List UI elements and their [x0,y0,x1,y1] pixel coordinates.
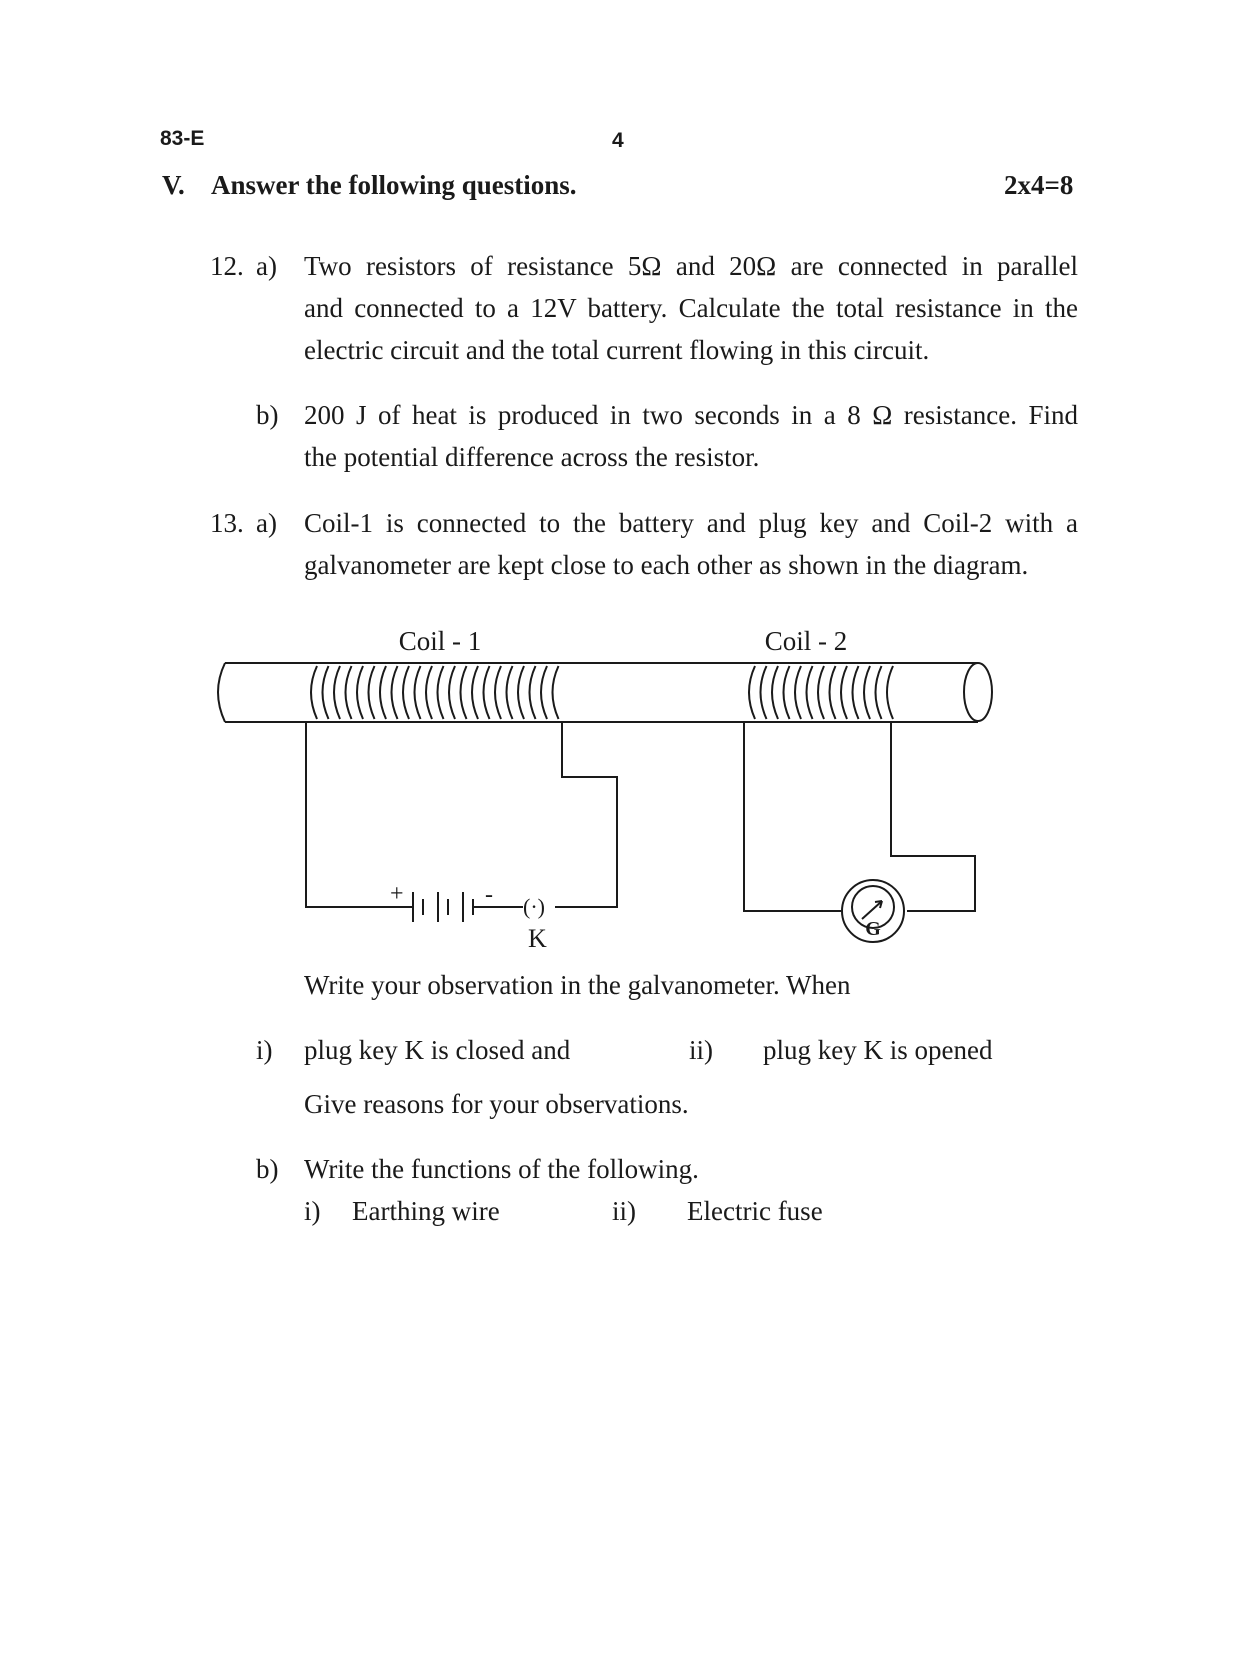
item-ii-label: ii) [612,1196,636,1226]
coil-turn [518,666,524,719]
option-i-label: i) [256,1035,273,1065]
question-13a-label: a) [256,508,277,538]
coil-turn [807,666,813,719]
battery-symbol [403,892,523,922]
coil-turn [864,666,870,719]
coil-1-turns [311,666,559,719]
question-12a-line-1: Two resistors of resistance 5Ω and 20Ω are connected in parallel [304,251,1078,281]
coil-1-label: Coil - 1 [398,626,482,656]
section-number: V. [162,170,185,200]
coil-turn [380,666,386,719]
coil-turn [392,666,398,719]
coil-2-turns [749,666,893,719]
coil-turn [415,666,421,719]
question-12-number: 12. [210,251,244,281]
question-13b-label: b) [256,1154,279,1184]
coil-turn [426,666,432,719]
coil-turn [507,666,513,719]
question-12a-line-2: and connected to a 12V battery. Calculate the total resistance in the [304,293,1078,323]
question-12b-line-1: 200 J of heat is produced in two seconds in a 8 Ω resistance. Find [304,400,1078,430]
item-i-text: Earthing wire [352,1196,500,1226]
galvanometer-label: G [865,918,881,940]
coil-turn [749,666,755,719]
page-number: 4 [612,129,624,152]
coil-turn [784,666,790,719]
coil-turn [761,666,767,719]
question-12a-label: a) [256,251,277,281]
question-13b-prompt: Write the functions of the following. [304,1154,699,1184]
item-i-label: i) [304,1196,321,1226]
coil-turn [438,666,444,719]
coil-1-right-wire [555,722,617,907]
option-ii-label: ii) [689,1035,713,1065]
question-13-number: 13. [210,508,244,538]
coil-turn [530,666,536,719]
coil-turn [323,666,329,719]
coil-turn [472,666,478,719]
coil-turn [495,666,501,719]
coil-turn [461,666,467,719]
reason-prompt: Give reasons for your observations. [304,1089,689,1119]
coil-turn [346,666,352,719]
coil-turn [795,666,801,719]
battery-plus-sign: + [390,881,404,907]
coil-turn [484,666,490,719]
coil-turn [449,666,455,719]
item-ii-text: Electric fuse [687,1196,823,1226]
section-marks: 2x4=8 [1004,170,1074,200]
question-12a-line-3: electric circuit and the total current flowing in this circuit. [304,335,930,365]
coil-turn [541,666,547,719]
coil-1-left-wire [306,722,403,907]
coil-turn [841,666,847,719]
observation-prompt: Write your observation in the galvanometer. When [304,970,851,1000]
battery-minus-sign: - [485,882,493,908]
option-i-text: plug key K is closed and [304,1035,571,1065]
coil-turn [334,666,340,719]
rod-end-cap [964,663,992,721]
option-ii-text: plug key K is opened [763,1035,993,1065]
coil-turn [830,666,836,719]
coil-2-right-wire [891,722,975,911]
plug-key-symbol: (·) [523,894,545,919]
question-13a-line-2: galvanometer are kept close to each other as shown in the diagram. [304,550,1029,580]
coil-turn [403,666,409,719]
coil-turn [772,666,778,719]
question-13a-line-1: Coil-1 is connected to the battery and plug key and Coil-2 with a [304,508,1078,538]
paper-code: 83-E [160,127,205,150]
section-title: Answer the following questions. [211,170,577,200]
coil-turn [818,666,824,719]
coil-turn [876,666,882,719]
coil-turn [553,666,559,719]
coil-turn [887,666,893,719]
coil-2-left-wire [744,722,841,911]
coil-turn [369,666,375,719]
plug-key-label: K [528,924,547,953]
coil-turn [853,666,859,719]
coil-2-label: Coil - 2 [764,626,848,656]
question-12b-label: b) [256,400,279,430]
question-12b-line-2: the potential difference across the resistor. [304,442,760,472]
coil-turn [357,666,363,719]
coil-turn [311,666,317,719]
